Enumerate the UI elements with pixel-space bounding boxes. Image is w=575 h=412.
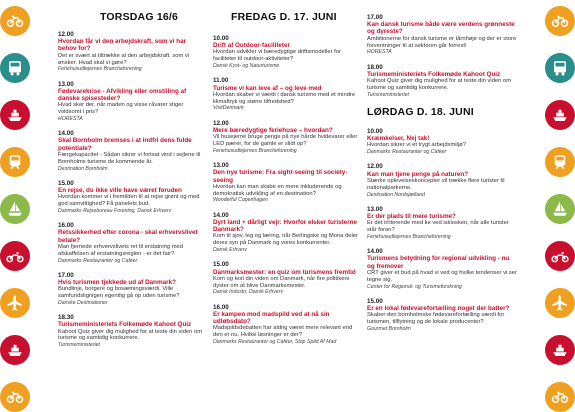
bus-icon [545,53,575,83]
event-item [58,314,206,348]
event-description: Skaber den bornholmske fødevarefortælling værdi for turismen, tilflytning og de lokale producenter? [367,312,505,326]
event-time: 13.00 [367,205,383,213]
event-description: Kom og test din viden om Danmark, når fire politikere dyster om at blive Danmarksmester. [213,275,350,289]
event-organizer: Feriehusudlejernes Brancheforening [58,66,142,73]
event-description: Hvordan kommer vi i fremtiden til at rejse grønt og med god samvittighed? Få panelets bud. [58,194,200,208]
event-organizer: Dansk Industri, Dansk Erhverv [213,289,284,296]
event-item [58,81,206,123]
sailboat-icon [0,194,30,224]
event-time: 15.00 [213,261,229,269]
event-description: Man fjernede erhvervslivets ret til erstatning med afskaffelsen af erstatningsreglen - er det fair? [58,243,184,257]
event-item [213,35,363,69]
event-item [58,180,206,214]
event-title: Danmarksmester: en quiz om turismens fremtid [213,268,356,276]
event-title: En rejse, du ikke ville have været foruden [58,187,182,195]
event-description: Hvordan udvikler vi bæredygtige driftsmodeller for faciliteter til outdoor-aktiviteter? [213,49,341,63]
event-item [367,14,517,56]
event-description: Madspildsdebatten har aldrig været mere relevant end den er nu. Hvilke løsninger er der? [213,325,353,339]
event-title: Retssikkerhed efter corona - skal erhvervslivet betale? [58,229,198,244]
bicycle-icon [0,382,30,412]
event-time: 12.00 [58,31,74,38]
event-title: Dyrt land + dårligt vejr: Hvorfor elsker turisterne Danmark? [213,218,357,234]
event-organizer: Destination Nordsjælland [367,191,425,198]
event-item [213,212,363,254]
bus-icon [0,53,30,83]
event-item [367,64,517,98]
event-organizer: HORESTA [367,49,392,56]
event-title: Er kampen mod madspild ved at nå sin udløbsdato? [213,310,330,326]
event-organizer: Wonderful Copenhagen [213,197,268,204]
event-title: Kan man tjene penge på naturen? [367,170,469,178]
event-organizer: Danmarks Restauranter og Caféer, Stop Spild Af Mad [213,338,337,345]
event-item [213,162,363,204]
event-title: Den nye turisme: Fra sight-seeing til society-seeing [213,169,348,184]
event-item [213,77,363,111]
event-description: Vil husejerne bruge penge på nye hårde hvidevarer eller LED pærer, for de gamle er slidt op? [213,134,358,148]
event-title: Hvis turismen tjekkede ud af Danmark? [58,278,176,286]
sailboat-icon [545,194,575,224]
event-organizer: Feriehusudlejernes Brancheforening [213,147,297,154]
ship-icon [545,100,575,130]
event-organizer: Danmarks Restauranter og Caféer [58,257,138,264]
event-item [367,163,517,197]
day-heading: FREDAG D. 17. JUNI [231,11,337,23]
event-time: 13.00 [213,162,229,170]
event-organizer: HORESTA [58,115,83,122]
event-description: Det er svært at tiltrække al den arbejdskraft, som vi ønsker. Hvad skal vi gøre? [58,52,190,66]
train-icon [0,147,30,177]
event-description: Kom til sjov, leg og læring, når Berlingske og Mona deler deres syn på Danmark og vores konkurrenter. [213,233,358,247]
day-heading: TORSDAG 16/6 [100,11,179,23]
event-time: 16.00 [58,222,74,230]
event-description: Hvordan sikrer vi et trygt arbejdsmiljø? [367,142,466,149]
event-organizer: Feriehusudlejernes Brancheforening [367,233,451,240]
event-organizer: Danmarks Restauranter og Caféer [367,149,447,156]
event-organizer: Danmarks Rejsebureau Forening, Dansk Erhverv [58,207,172,214]
train-icon [545,147,575,177]
event-description: Kahoot Quiz giver dig mulighed for at teste din viden om turisme og samtidig konkurrere. [58,328,203,342]
event-time: 12.00 [213,119,229,127]
airplane-icon [0,288,30,318]
event-description: Ambitionerne for dansk turisme er tårnhøje og der er store forventninger til at sektoren går forrest! [367,35,517,49]
event-item [213,304,363,346]
event-item [58,130,206,172]
event-organizer: Destination Bornholm [58,165,108,172]
event-item [367,128,517,156]
event-description: Færgekapacitet - Sådan sikrer vi fortsat vind i sejlene til Bornholms turisme de kommende år. [58,151,201,165]
event-item [367,206,517,240]
left-icon-column [0,0,30,409]
event-title: Fødevarekrise - Afvikling eller omstilling af danske spisesteder? [58,87,187,103]
event-time: 17.00 [367,14,383,21]
event-title: Kan dansk turisme både være verdens grønneste og dyreste? [367,21,515,36]
event-description: Bundlinje, borgere og bosætningsværdi. Ville samfundslignigen egentlig gå op uden turisme? [58,286,180,300]
event-time: 13.00 [58,80,74,88]
event-time: 14.00 [367,248,383,256]
motorcycle-icon [0,241,30,271]
event-time: 17.00 [58,271,74,279]
event-organizer: Danske Destinationer [58,299,108,306]
ship-icon [0,335,30,365]
bicycle-icon [545,382,575,412]
event-title: Hvordan får vi den arbejdskraft, som vi har behov for? [58,38,187,53]
event-description: Hvordan skaber vi værdi i dansk turisme med et mindre klimaftryk og større tilfredshed? [213,91,356,105]
event-time: 14.00 [213,211,229,219]
bicycle-icon [0,6,30,36]
event-item [367,248,517,290]
event-title: Er der plads til mere turisme? [367,213,456,221]
event-item [213,120,363,154]
column-thursday [58,0,206,409]
event-description: Stærke oplevelseskoncepter vil trække flere turister til nationalparkerne. [367,177,505,191]
event-title: Mere bæredygtige feriehuse – hvordan? [213,126,333,134]
column-friday-saturday [367,0,517,409]
event-item [58,31,206,73]
event-organizer: Turismeministeriet [58,342,100,349]
event-title: Turisme vi kan leve af – og leve med [213,84,322,92]
event-organizer: Gourmet Bornholm [367,325,411,332]
event-description: Er det irriterende med ke ved iskiosken, når alle turister står foran? [367,220,509,234]
right-icon-column [545,0,575,409]
airplane-icon [545,288,575,318]
event-description: Hvordan kan man skabe en mere inkluderende og demokratisk udvikling af en destination? [213,183,342,197]
event-item [58,222,206,264]
event-organizer: Dansk Erhverv [213,247,248,254]
event-time: 10.00 [367,127,383,135]
event-time: 18.00 [367,63,383,71]
event-time: 10.00 [213,35,229,42]
event-time: 15.00 [58,179,74,187]
event-item [213,261,363,295]
event-title: Drift af Outdoor-faciliteter [213,42,290,50]
event-time: 12.00 [367,163,383,171]
event-description: Hvad sker der, når maden og visse råvarer stiger voldsomt i pris? [58,102,184,116]
event-organizer: VisitDenmark [213,105,244,112]
event-title: Turismeministeriets Folkemøde Kahoot Quiz [58,321,192,329]
event-time: 16.00 [213,303,229,311]
event-time: 11.00 [213,77,229,85]
event-time: 14.00 [58,130,74,138]
event-description: CRT giver et bud på hvad vi ved og hvilke tendenser vi ser tegne sig. [367,269,517,283]
event-title: Skal Bornholm bremses i at indfri dens fulde potentiale? [58,137,192,152]
bicycle-icon [545,6,575,36]
event-organizer: Dansk Kyst- og Naturturisme [213,63,280,70]
event-title: Turismeministeriets Folkemøde Kahoot Quiz [367,70,501,78]
event-title: Er en lokal fødevarefortælling noget der batter? [367,305,510,313]
event-time: 18.30 [58,314,74,322]
column-friday [213,0,363,409]
event-title: Turismens betydning for regional udvikling - nu og fremover [367,255,510,270]
ship-icon [0,100,30,130]
event-item [367,298,517,332]
event-time: 15.00 [367,297,383,305]
day-heading: LØRDAG D. 18. JUNI [367,105,474,118]
event-description: Kahoot Quiz giver dig mulighed for at teste din viden om turisme og samtidig konkurrere. [367,78,512,91]
event-organizer: Turismeministeriet [367,91,409,98]
event-item [58,272,206,306]
ship-icon [545,335,575,365]
event-title: Kræmkelser, Nej tak! [367,135,430,143]
event-organizer: Center for Regional- og Turismeforskning [367,283,462,290]
motorcycle-icon [545,241,575,271]
